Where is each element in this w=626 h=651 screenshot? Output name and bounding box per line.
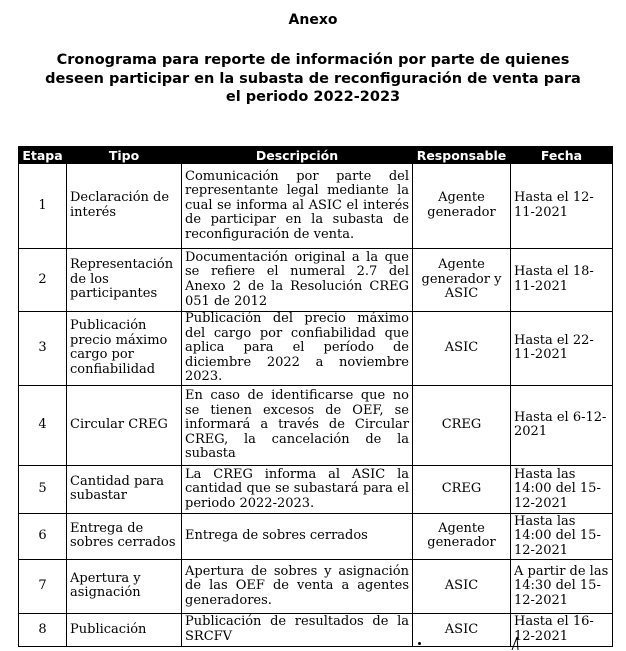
- cell-descripcion: La CREG informa al ASIC la cantidad que se subastará para el periodo 2022-2023.: [182, 465, 413, 513]
- cell-responsable: Agente generador: [413, 164, 511, 249]
- cell-responsable: ASIC: [413, 312, 511, 386]
- cell-etapa: 4: [19, 385, 67, 465]
- cell-responsable: Agente generador y ASIC: [413, 249, 511, 312]
- header-tipo: Tipo: [67, 147, 182, 164]
- cell-tipo: Representación de los participantes: [67, 249, 182, 312]
- ink-dot: [418, 642, 421, 645]
- cell-tipo: Circular CREG: [67, 385, 182, 465]
- cell-responsable: CREG: [413, 465, 511, 513]
- cell-etapa: 2: [19, 249, 67, 312]
- table-header-row: [19, 147, 613, 164]
- table-row: [19, 164, 613, 249]
- cell-responsable: Agente generador: [413, 513, 511, 559]
- cell-etapa: 5: [19, 465, 67, 513]
- header-fecha: Fecha: [511, 147, 613, 164]
- table-row: [19, 513, 613, 559]
- annex-title: Anexo: [288, 12, 338, 28]
- header-etapa: Etapa: [19, 147, 67, 164]
- cell-responsable: ASIC: [413, 559, 511, 613]
- cell-fecha: A partir de las 14:30 del 15-12-2021: [511, 559, 613, 613]
- header-responsable: Responsable: [413, 147, 511, 164]
- cell-fecha: Hasta el 18-11-2021: [511, 249, 613, 312]
- cell-descripcion: Documentación original a la que se refiere el numeral 2.7 del Anexo 2 de la Resolución CREG 051 de 2012: [182, 249, 413, 312]
- cell-tipo: Cantidad para subastar: [67, 465, 182, 513]
- cell-descripcion: Publicación del precio máximo del cargo por confiabilidad que aplica para el período de diciembre 2022 a noviembre 2023.: [182, 312, 413, 386]
- cell-tipo: Entrega de sobres cerrados: [67, 513, 182, 559]
- schedule-table: [18, 146, 613, 647]
- cell-descripcion: Comunicación por parte del representante legal mediante la cual se informa al ASIC el interés de participar en la subasta de reconfiguración de venta.: [182, 164, 413, 249]
- cell-etapa: 3: [19, 312, 67, 386]
- cell-descripcion: Entrega de sobres cerrados: [182, 513, 413, 559]
- table-row: [19, 465, 613, 513]
- cell-fecha: Hasta las 14:00 del 15-12-2021: [511, 513, 613, 559]
- cell-fecha: Hasta las 14:00 del 15-12-2021: [511, 465, 613, 513]
- cell-etapa: 6: [19, 513, 67, 559]
- cell-fecha: Hasta el 6-12-2021: [511, 385, 613, 465]
- cell-tipo: Declaración de interés: [67, 164, 182, 249]
- cell-descripcion: Apertura de sobres y asignación de las OEF de venta a agentes generadores.: [182, 559, 413, 613]
- cell-responsable: CREG: [413, 385, 511, 465]
- cell-tipo: Publicación precio máximo cargo por confiabilidad: [67, 312, 182, 386]
- cell-fecha: Hasta el 16-12-2021: [511, 613, 613, 646]
- table-row: [19, 559, 613, 613]
- cell-responsable: ASIC: [413, 613, 511, 646]
- table-row: [19, 249, 613, 312]
- table-row: [19, 312, 613, 386]
- cell-descripcion: Publicación de resultados de la SRCFV: [182, 613, 413, 646]
- cell-descripcion: En caso de identificarse que no se tienen excesos de OEF, se informará a través de Circular CREG, la cancelación de la subasta: [182, 385, 413, 465]
- cell-tipo: Apertura y asignación: [67, 559, 182, 613]
- signature-stroke: [510, 636, 520, 651]
- cell-etapa: 1: [19, 164, 67, 249]
- header-descripcion: Descripción: [182, 147, 413, 164]
- cell-fecha: Hasta el 22-11-2021: [511, 312, 613, 386]
- table-row: [19, 613, 613, 646]
- cell-etapa: 8: [19, 613, 67, 646]
- document-heading: Cronograma para reporte de información por parte de quienes deseen participar en la subasta de reconfiguración de venta para el periodo 2022-2023: [45, 52, 581, 105]
- cell-fecha: Hasta el 12-11-2021: [511, 164, 613, 249]
- table-row: [19, 385, 613, 465]
- cell-tipo: Publicación: [67, 613, 182, 646]
- cell-etapa: 7: [19, 559, 67, 613]
